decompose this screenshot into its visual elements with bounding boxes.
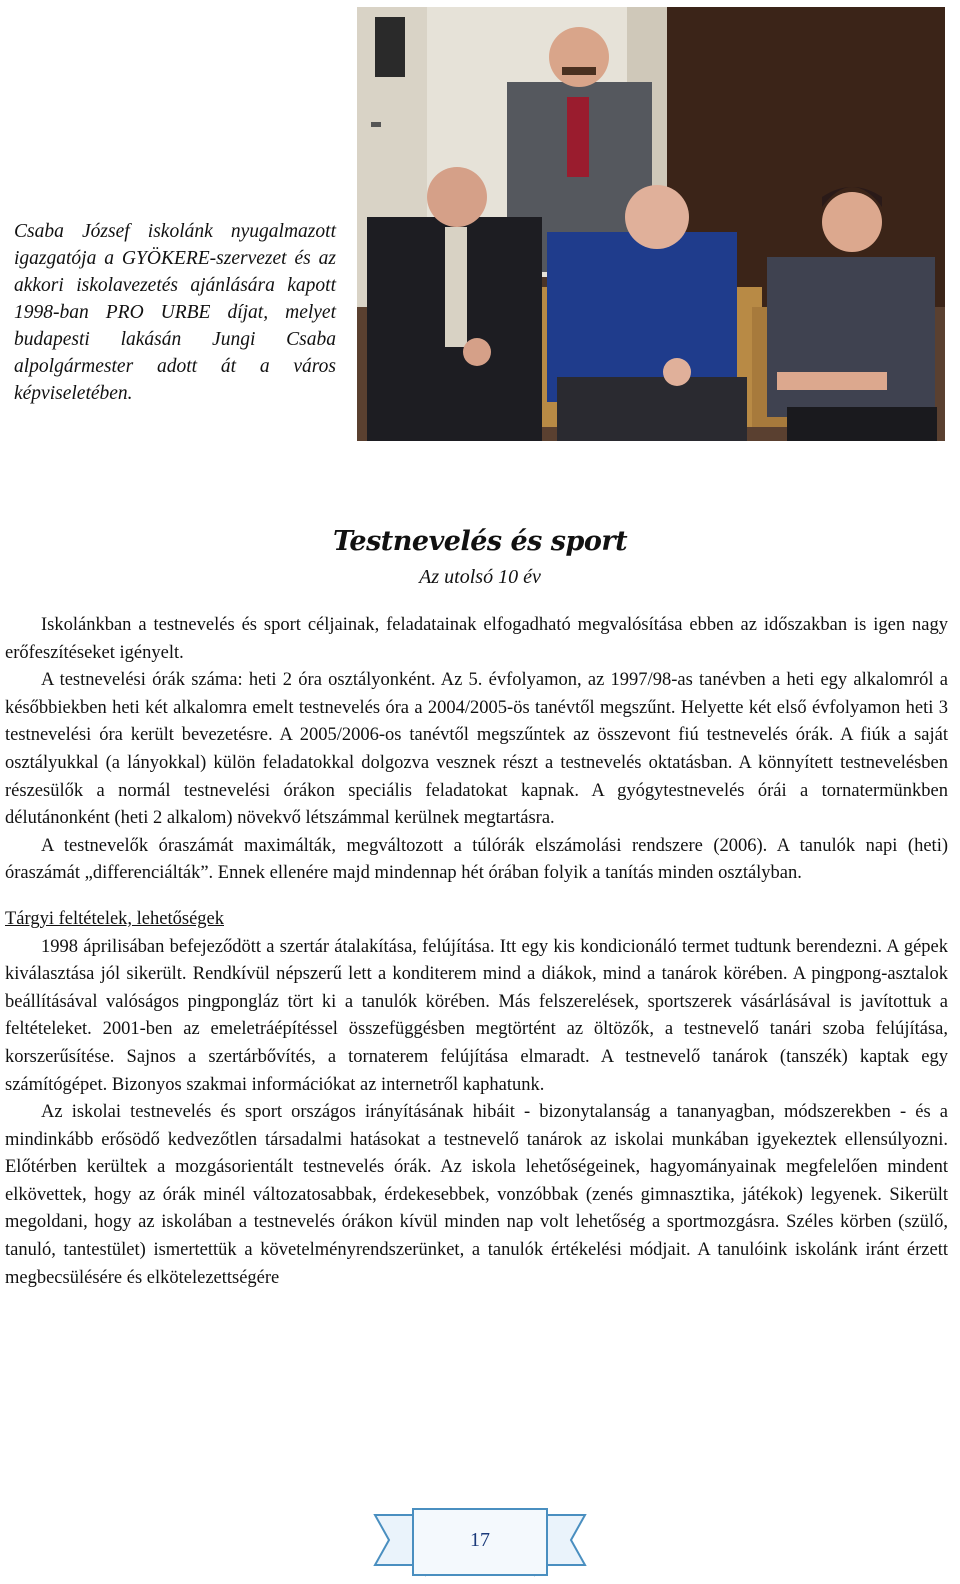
photo-caption: Csaba József iskolánk nyugalmazott igazgatója a GYÖKERE-szervezet és az akkori iskolavezetés ajánlására kapott 1998-ban PRO URBE díjat, melyet budapesti lakásán Jungi Csaba alpolgármester adott át a város képviseletében. xyxy=(14,221,336,404)
paragraph: Az iskolai testnevelés és sport országos irányításának hibáit - bizonytalanság a tananyagban, módszerekben - és a mindinkább erősödő kedvezőtlen társadalmi hatásokat a testnevelő tanárok az iskolai munkában igyekeztek ellensúlyozni. Előtérben kerültek a mozgásorientált testnevelés órák. Az iskola lehetőségeinek, hagyományainak megfelelően mindent elkövettek, hogy az órák minél változatosabbak, érdekesebbek, vonzóbbak (zenés gimnasztika, játékok) legyenek. Sikerült megoldani, hogy az iskolában a testnevelés órákon kívül minden nap volt lehetőség a sportmozgásra. Széles körben (szülő, tanuló, tantestület) ismertettük a követelményrendszerünket, a tanulók értékelési módjait. A tanulóink iskolánk iránt érzett megbecsülésére és elkötelezettségére xyxy=(5,1102,948,1288)
subheading: Tárgyi feltételek, lehetőségek xyxy=(5,908,224,929)
group-photo xyxy=(357,7,945,441)
section-title: Testnevelés és sport xyxy=(332,526,628,557)
paragraph: 1998 áprilisában befejeződött a szertár átalakítása, felújítása. Itt egy kis kondicionáló termet tudtunk berendezni. A gépek kiválasztása jól sikerült. Rendkívül népszerű lett a konditerem mind a diákok, mind a tanárok körében. A pingpong-asztalok beállításával valóságos pingpongláz tört ki a tanulók körében. Más felszerelések, sportszerek vásárlásával is javítottuk a feltételeket. 2001-ben az emeletráépítéssel összefüggésben megtörtént az öltözők, a testnevelő tanári szoba felújítása, korszerűsítése. Sajnos a szertárbővítés, a tornaterem felújítása elmaradt. A testnevelő tanárok (tanszék) kaptak egy számítógépet. Bizonyos szakmai információkat az internetről kaphatunk. xyxy=(5,936,948,1095)
paragraph: A testnevelők óraszámát maximálták, megváltozott a túlórák elszámolási rendszere (2006). A tanulók napi (heti) óraszámát „differenciálták”. Ennek ellenére majd mindennap hét órában folyik a tanítás minden osztályban. xyxy=(5,835,948,884)
paragraph: Iskolánkban a testnevelés és sport céljainak, feladatainak elfogadható megvalósítása ebben az időszakban is igen nagy erőfeszítéseket igényelt. xyxy=(5,615,948,663)
section-subtitle: Az utolsó 10 év xyxy=(419,566,541,588)
page-number: 17 xyxy=(470,1529,490,1551)
body-text xyxy=(5,612,948,1292)
paragraph: A testnevelési órák száma: heti 2 óra osztályonként. Az 5. évfolyamon, az 1997/98-as tanévben a heti egy alkalomról a későbbiekben heti két alkalomra emelt testnevelés óra a 2004/2005-ös tanévtől megszűnt. Helyette két első évfolyamon heti 3 testnevelési óra került bevezetésre. A 2005/2006-os tanévtől megszűntek az összevont fiú testnevelés órák. A fiúk a saját osztályukkal (a lányokkal) külön feladatokkal dolgozva vesznek részt a testnevelés oktatásban. A könnyített testnevelésben részesülők a normál testnevelési órákon speciális feladatokat kapnak. A gyógytestnevelés órái a tornatermünkben délutánonként (heti 2 alkalom) növekvő létszámmal kerülnek megtartásra. xyxy=(5,670,948,829)
page-number-ribbon xyxy=(373,1505,587,1579)
